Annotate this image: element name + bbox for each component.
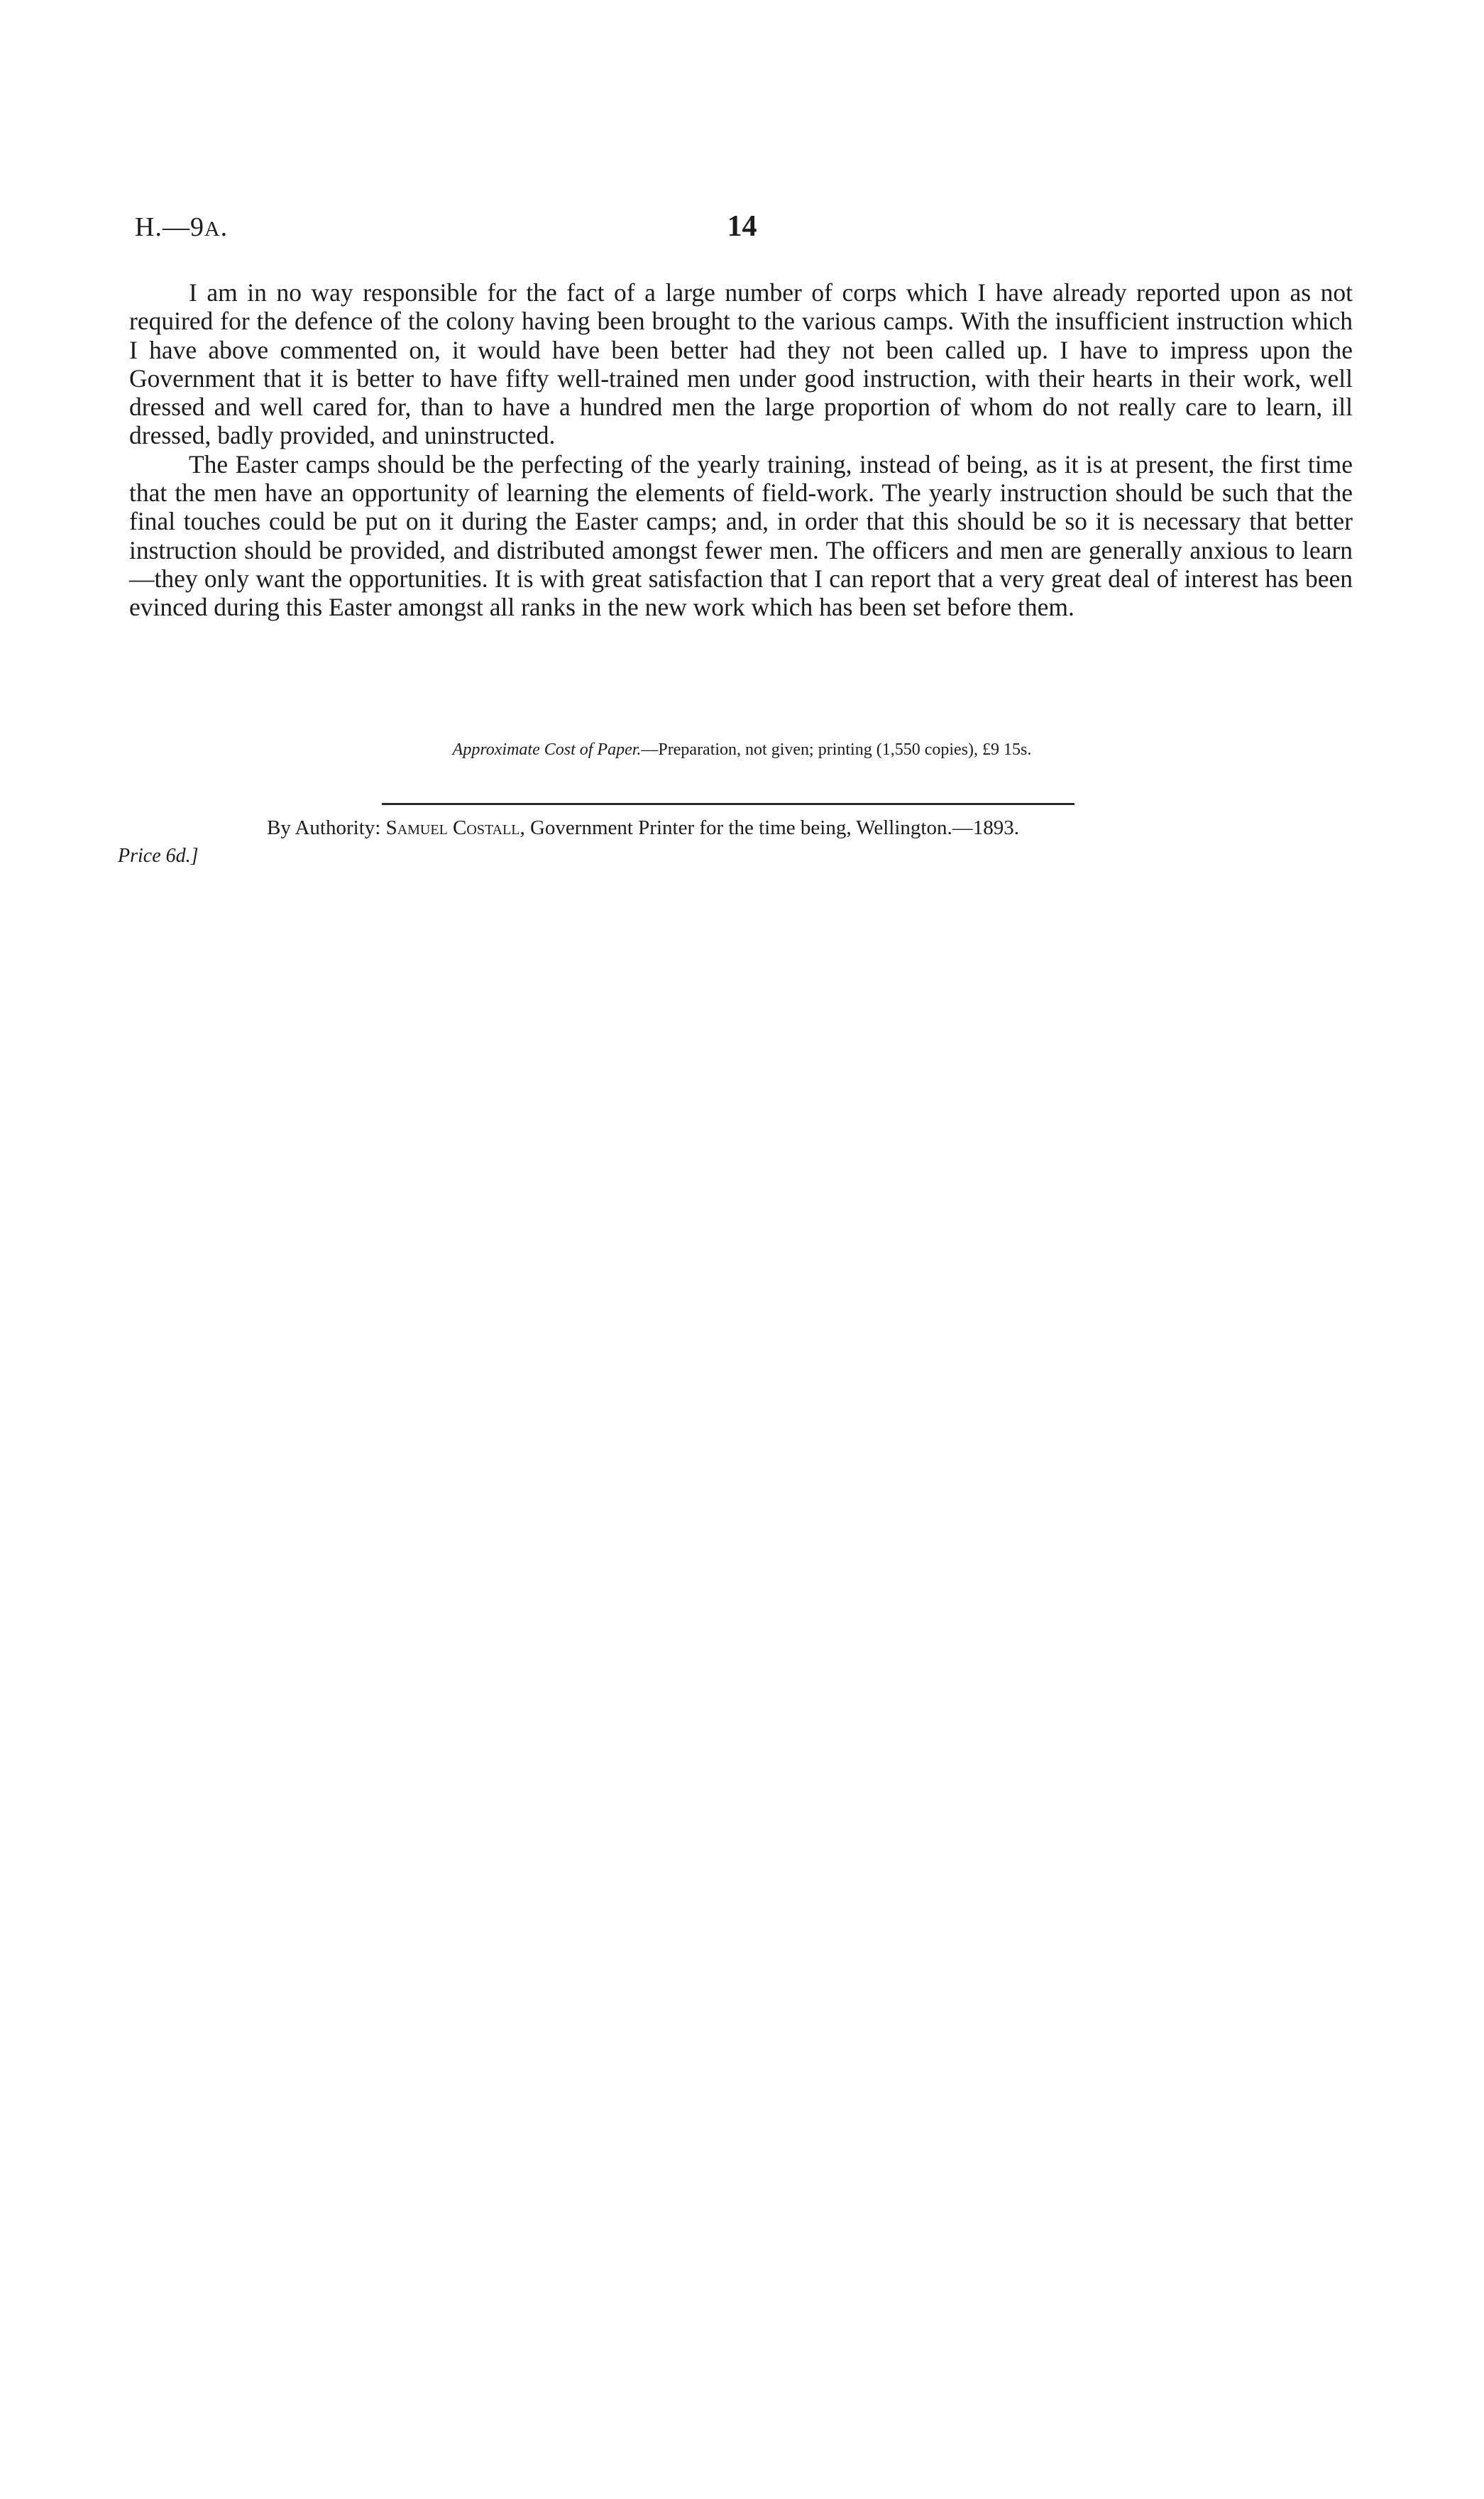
imprint-prefix: By Authority: <box>267 816 386 839</box>
cost-of-paper-note <box>0 740 1484 760</box>
page-reference-period: . <box>220 212 229 242</box>
body-text <box>129 278 1353 622</box>
page-number: 14 <box>727 210 757 243</box>
footer-rule <box>382 803 1074 805</box>
cost-of-paper-text: —Preparation, not given; printing (1,550 copies), £9 15s. <box>641 740 1032 759</box>
page-reference-main: H.—9 <box>135 212 204 242</box>
page-reference-suffix: A <box>204 217 221 241</box>
paragraph-2: The Easter camps should be the perfecting of the yearly training, instead of being, as it is at present, the first time that the men have an opportunity of learning the elements of field-work. The yearly instruction should be such that the final touches could be put on it during the Easter camps; and, in order that this should be so it is necessary that better instruction should be provided, and distributed amongst fewer men. The officers and men are generally anxious to learn—they only want the opportunities. It is with great satisfaction that I can report that a very great deal of interest has been evinced during this Easter amongst all ranks in the new work which has been set before them. <box>129 449 1353 622</box>
paragraph-1: I am in no way responsible for the fact of a large number of corps which I have already reported upon as not required for the defence of the colony having been brought to the various camps. With the insufficient instruction which I have above commented on, it would have been better had they not been called up. I have to impress upon the Government that it is better to have fifty well-trained men under good instruction, with their hearts in their work, well dressed and well cared for, than to have a hundred men the large proportion of whom do not really care to learn, ill dressed, badly provided, and uninstructed. <box>129 278 1353 450</box>
cost-of-paper-label: Approximate Cost of Paper. <box>452 740 642 759</box>
price-note: Price 6d.] <box>118 845 199 867</box>
printer-name: Samuel Costall <box>385 816 520 839</box>
imprint-suffix: , Government Printer for the time being, Wellington.—1893. <box>520 816 1019 839</box>
printer-imprint <box>267 816 1246 840</box>
